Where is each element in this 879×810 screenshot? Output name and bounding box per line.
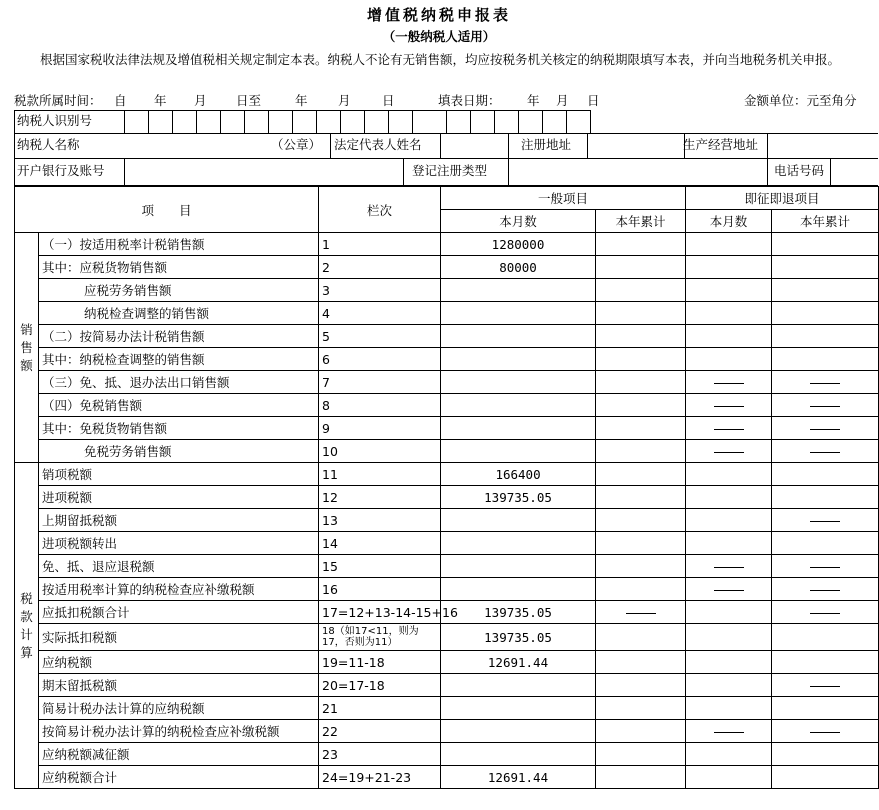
row-item: （一）按适用税率计税销售额 <box>39 233 319 256</box>
not-applicable-dash <box>810 521 840 522</box>
row-general-month-value[interactable] <box>441 509 596 532</box>
row-line: 9 <box>319 417 441 440</box>
col-general-header: 一般项目 <box>441 187 686 210</box>
table-row <box>15 233 879 256</box>
col-refund-ytd: 本年累计 <box>772 210 879 233</box>
row-general-month-value[interactable] <box>441 394 596 417</box>
form-title: 增值税纳税申报表 <box>366 6 511 24</box>
row-general-ytd-value[interactable] <box>596 302 686 325</box>
row-line: 22 <box>319 720 441 743</box>
row-refund-month-value[interactable] <box>686 279 772 302</box>
row-general-ytd-value[interactable] <box>596 348 686 371</box>
row-refund-month-value[interactable] <box>686 394 772 417</box>
not-applicable-dash <box>714 406 744 407</box>
row-general-ytd-value[interactable] <box>596 697 686 720</box>
period-day2: 日 <box>382 93 395 108</box>
row-refund-ytd-value[interactable] <box>772 651 879 674</box>
table-row <box>15 651 879 674</box>
row-refund-month-value[interactable] <box>686 743 772 766</box>
row-line: 18（如17<11，则为17，否则为11） <box>319 624 441 651</box>
row-refund-ytd-value[interactable] <box>772 417 879 440</box>
row-general-month-value[interactable] <box>441 532 596 555</box>
row-item: 应纳税额合计 <box>39 766 319 789</box>
row-item: 纳税检查调整的销售额 <box>39 302 319 325</box>
fill-date-label: 填表日期： <box>438 93 501 108</box>
row-item: 按适用税率计算的纳税检查应补缴税额 <box>39 578 319 601</box>
row-general-month-value[interactable]: 139735.05 <box>441 601 596 624</box>
row-refund-ytd-value[interactable] <box>772 371 879 394</box>
row-item: 简易计税办法计算的应纳税额 <box>39 697 319 720</box>
row-general-month-value[interactable] <box>441 417 596 440</box>
period-month1: 月 <box>194 93 207 108</box>
row-general-ytd-value[interactable] <box>596 509 686 532</box>
row-refund-ytd-value[interactable] <box>772 720 879 743</box>
period-month2: 月 <box>338 93 351 108</box>
row-general-month-value[interactable]: 80000 <box>441 256 596 279</box>
row-line: 6 <box>319 348 441 371</box>
section-sales-label: 销售额 <box>15 233 39 463</box>
row-refund-ytd-value[interactable] <box>772 486 879 509</box>
row-general-month-value[interactable] <box>441 578 596 601</box>
row-general-ytd-value[interactable] <box>596 766 686 789</box>
row-item: 进项税额转出 <box>39 532 319 555</box>
row-general-month-value[interactable] <box>441 371 596 394</box>
row-general-ytd-value[interactable] <box>596 256 686 279</box>
row-general-ytd-value[interactable] <box>596 555 686 578</box>
table-row <box>15 601 879 624</box>
row-general-ytd-value[interactable] <box>596 417 686 440</box>
row-general-month-value[interactable] <box>441 555 596 578</box>
legal-rep-label: 法定代表人姓名 <box>334 137 422 152</box>
row-refund-month-value[interactable] <box>686 463 772 486</box>
row-item: 应税劳务销售额 <box>39 279 319 302</box>
row-general-ytd-value[interactable] <box>596 743 686 766</box>
row-general-month-value[interactable] <box>441 697 596 720</box>
row-general-ytd-value[interactable] <box>596 720 686 743</box>
col-refund-header: 即征即退项目 <box>686 187 879 210</box>
row-refund-ytd-value[interactable] <box>772 302 879 325</box>
row-refund-month-value[interactable] <box>686 555 772 578</box>
table-row <box>15 743 879 766</box>
row-item: （三）免、抵、退办法出口销售额 <box>39 371 319 394</box>
row-line: 10 <box>319 440 441 463</box>
seal-label: （公章） <box>271 137 322 152</box>
row-refund-ytd-value[interactable] <box>772 233 879 256</box>
table-row <box>15 348 879 371</box>
row-refund-month-value[interactable] <box>686 302 772 325</box>
row-general-month-value[interactable] <box>441 720 596 743</box>
row-line: 12 <box>319 486 441 509</box>
row-item: 销项税额 <box>39 463 319 486</box>
row-refund-ytd-value[interactable] <box>772 766 879 789</box>
declaration-table-wrap <box>14 186 878 810</box>
period-line <box>14 91 878 109</box>
row-general-ytd-value[interactable] <box>596 394 686 417</box>
row-refund-ytd-value[interactable] <box>772 256 879 279</box>
row-refund-ytd-value[interactable] <box>772 697 879 720</box>
declaration-table <box>14 186 879 789</box>
not-applicable-dash <box>714 567 744 568</box>
row-refund-month-value[interactable] <box>686 486 772 509</box>
row-item: 进项税额 <box>39 486 319 509</box>
col-general-month: 本月数 <box>441 210 596 233</box>
not-applicable-dash <box>810 613 840 614</box>
row-general-ytd-value[interactable] <box>596 624 686 651</box>
period-year2: 年 <box>295 93 308 108</box>
row-item: 免税劳务销售额 <box>39 440 319 463</box>
row-refund-month-value[interactable] <box>686 720 772 743</box>
table-row <box>15 720 879 743</box>
row-refund-ytd-value[interactable] <box>772 463 879 486</box>
not-applicable-dash <box>626 613 656 614</box>
table-row <box>15 440 879 463</box>
row-general-month-value[interactable] <box>441 743 596 766</box>
row-general-ytd-value[interactable] <box>596 279 686 302</box>
biz-address-label: 生产经营地址 <box>683 137 759 152</box>
row-refund-ytd-value[interactable] <box>772 325 879 348</box>
row-general-ytd-value[interactable] <box>596 578 686 601</box>
row-general-ytd-value[interactable] <box>596 674 686 697</box>
row-item: 期末留抵税额 <box>39 674 319 697</box>
row-line: 23 <box>319 743 441 766</box>
period-day3: 日 <box>587 93 600 108</box>
row-general-ytd-value[interactable] <box>596 463 686 486</box>
row-line: 8 <box>319 394 441 417</box>
row-line: 21 <box>319 697 441 720</box>
row-line: 15 <box>319 555 441 578</box>
section-tax-label: 税款计算 <box>15 463 39 789</box>
row-line: 3 <box>319 279 441 302</box>
row-refund-month-value[interactable] <box>686 440 772 463</box>
row-line: 5 <box>319 325 441 348</box>
row-refund-month-value[interactable] <box>686 348 772 371</box>
row-refund-ytd-value[interactable] <box>772 674 879 697</box>
not-applicable-dash <box>810 686 840 687</box>
row-item: 其中：应税货物销售额 <box>39 256 319 279</box>
row-refund-ytd-value[interactable] <box>772 509 879 532</box>
row-item: 其中：纳税检查调整的销售额 <box>39 348 319 371</box>
not-applicable-dash <box>714 590 744 591</box>
row-refund-month-value[interactable] <box>686 651 772 674</box>
row-refund-ytd-value[interactable] <box>772 440 879 463</box>
row-general-month-value[interactable]: 12691.44 <box>441 766 596 789</box>
row-refund-month-value[interactable] <box>686 601 772 624</box>
row-item: 免、抵、退应退税额 <box>39 555 319 578</box>
not-applicable-dash <box>810 383 840 384</box>
not-applicable-dash <box>714 452 744 453</box>
form-intro: 根据国家税收法律法规及增值税相关规定制定本表。纳税人不论有无销售额，均应按税务机关核定的纳税期限填写本表，并向当地税务机关申报。 <box>40 52 841 67</box>
row-general-month-value[interactable] <box>441 440 596 463</box>
col-line-header: 栏次 <box>319 187 441 233</box>
row-line: 7 <box>319 371 441 394</box>
form-subtitle: （一般纳税人适用） <box>382 29 496 44</box>
not-applicable-dash <box>714 429 744 430</box>
row-refund-month-value[interactable] <box>686 697 772 720</box>
row-general-ytd-value[interactable] <box>596 532 686 555</box>
row-general-month-value[interactable]: 166400 <box>441 463 596 486</box>
row-general-month-value[interactable] <box>441 302 596 325</box>
period-year3: 年 <box>527 93 540 108</box>
row-general-ytd-value[interactable] <box>596 233 686 256</box>
phone-label: 电话号码 <box>774 163 825 178</box>
table-row <box>15 417 879 440</box>
row-line: 1 <box>319 233 441 256</box>
table-row <box>15 302 879 325</box>
taxpayer-name-label: 纳税人名称 <box>17 137 80 152</box>
row-refund-ytd-value[interactable] <box>772 578 879 601</box>
row-item: 其中：免税货物销售额 <box>39 417 319 440</box>
col-refund-month: 本月数 <box>686 210 772 233</box>
row-refund-month-value[interactable] <box>686 766 772 789</box>
table-row <box>15 325 879 348</box>
row-line: 17=12+13-14-15+16 <box>319 601 441 624</box>
col-general-ytd: 本年累计 <box>596 210 686 233</box>
table-row <box>15 279 879 302</box>
row-refund-ytd-value[interactable] <box>772 279 879 302</box>
row-refund-month-value[interactable] <box>686 509 772 532</box>
row-item: 应纳税额减征额 <box>39 743 319 766</box>
not-applicable-dash <box>810 567 840 568</box>
row-refund-ytd-value[interactable] <box>772 601 879 624</box>
row-line: 14 <box>319 532 441 555</box>
taxpayer-info-block <box>14 110 878 186</box>
period-from: 自 <box>114 93 127 108</box>
row-item: 上期留抵税额 <box>39 509 319 532</box>
table-row <box>15 509 879 532</box>
row-refund-month-value[interactable] <box>686 532 772 555</box>
row-item: 实际抵扣税额 <box>39 624 319 651</box>
row-refund-month-value[interactable] <box>686 256 772 279</box>
table-row <box>15 674 879 697</box>
row-refund-month-value[interactable] <box>686 233 772 256</box>
row-general-ytd-value[interactable] <box>596 651 686 674</box>
period-month3: 月 <box>556 93 569 108</box>
not-applicable-dash <box>810 590 840 591</box>
row-general-month-value[interactable] <box>441 325 596 348</box>
table-row <box>15 766 879 789</box>
not-applicable-dash <box>714 383 744 384</box>
row-line: 19=11-18 <box>319 651 441 674</box>
row-refund-month-value[interactable] <box>686 417 772 440</box>
not-applicable-dash <box>810 452 840 453</box>
row-item: （二）按简易办法计税销售额 <box>39 325 319 348</box>
row-general-month-value[interactable] <box>441 348 596 371</box>
row-refund-ytd-value[interactable] <box>772 555 879 578</box>
table-row <box>15 394 879 417</box>
row-refund-month-value[interactable] <box>686 325 772 348</box>
table-row <box>15 256 879 279</box>
period-year1: 年 <box>154 93 167 108</box>
table-row <box>15 624 879 651</box>
row-general-month-value[interactable]: 139735.05 <box>441 624 596 651</box>
row-item: 应纳税额 <box>39 651 319 674</box>
reg-type-label: 登记注册类型 <box>412 163 488 178</box>
bank-label: 开户银行及账号 <box>17 163 105 178</box>
row-line: 4 <box>319 302 441 325</box>
taxpayer-id-label: 纳税人识别号 <box>17 113 93 128</box>
not-applicable-dash <box>810 732 840 733</box>
table-row <box>15 555 879 578</box>
not-applicable-dash <box>810 406 840 407</box>
table-row <box>15 486 879 509</box>
row-general-month-value[interactable]: 139735.05 <box>441 486 596 509</box>
row-refund-ytd-value[interactable] <box>772 624 879 651</box>
amount-unit: 金额单位：元至角分 <box>744 93 857 108</box>
row-general-ytd-value[interactable] <box>596 371 686 394</box>
row-general-month-value[interactable] <box>441 279 596 302</box>
row-item: 应抵扣税额合计 <box>39 601 319 624</box>
row-refund-month-value[interactable] <box>686 624 772 651</box>
period-day-to: 日至 <box>236 93 262 108</box>
reg-address-label: 注册地址 <box>521 137 572 152</box>
col-item-header: 项 目 <box>15 187 319 233</box>
row-refund-ytd-value[interactable] <box>772 348 879 371</box>
table-row <box>15 578 879 601</box>
row-line: 16 <box>319 578 441 601</box>
row-general-month-value[interactable] <box>441 674 596 697</box>
row-line: 20=17-18 <box>319 674 441 697</box>
not-applicable-dash <box>810 429 840 430</box>
row-refund-month-value[interactable] <box>686 371 772 394</box>
row-refund-ytd-value[interactable] <box>772 394 879 417</box>
row-refund-month-value[interactable] <box>686 674 772 697</box>
row-refund-month-value[interactable] <box>686 578 772 601</box>
row-general-month-value[interactable]: 1280000 <box>441 233 596 256</box>
row-general-ytd-value[interactable] <box>596 325 686 348</box>
row-general-ytd-value[interactable] <box>596 601 686 624</box>
table-row <box>15 532 879 555</box>
row-line: 13 <box>319 509 441 532</box>
row-general-month-value[interactable]: 12691.44 <box>441 651 596 674</box>
period-label: 税款所属时间： <box>14 93 102 108</box>
row-line: 24=19+21-23 <box>319 766 441 789</box>
row-item: 按简易计税办法计算的纳税检查应补缴税额 <box>39 720 319 743</box>
row-general-ytd-value[interactable] <box>596 440 686 463</box>
row-item: （四）免税销售额 <box>39 394 319 417</box>
row-line: 2 <box>319 256 441 279</box>
row-refund-ytd-value[interactable] <box>772 743 879 766</box>
table-row <box>15 463 879 486</box>
row-general-ytd-value[interactable] <box>596 486 686 509</box>
row-refund-ytd-value[interactable] <box>772 532 879 555</box>
table-row <box>15 371 879 394</box>
table-row <box>15 697 879 720</box>
not-applicable-dash <box>714 732 744 733</box>
row-line: 11 <box>319 463 441 486</box>
